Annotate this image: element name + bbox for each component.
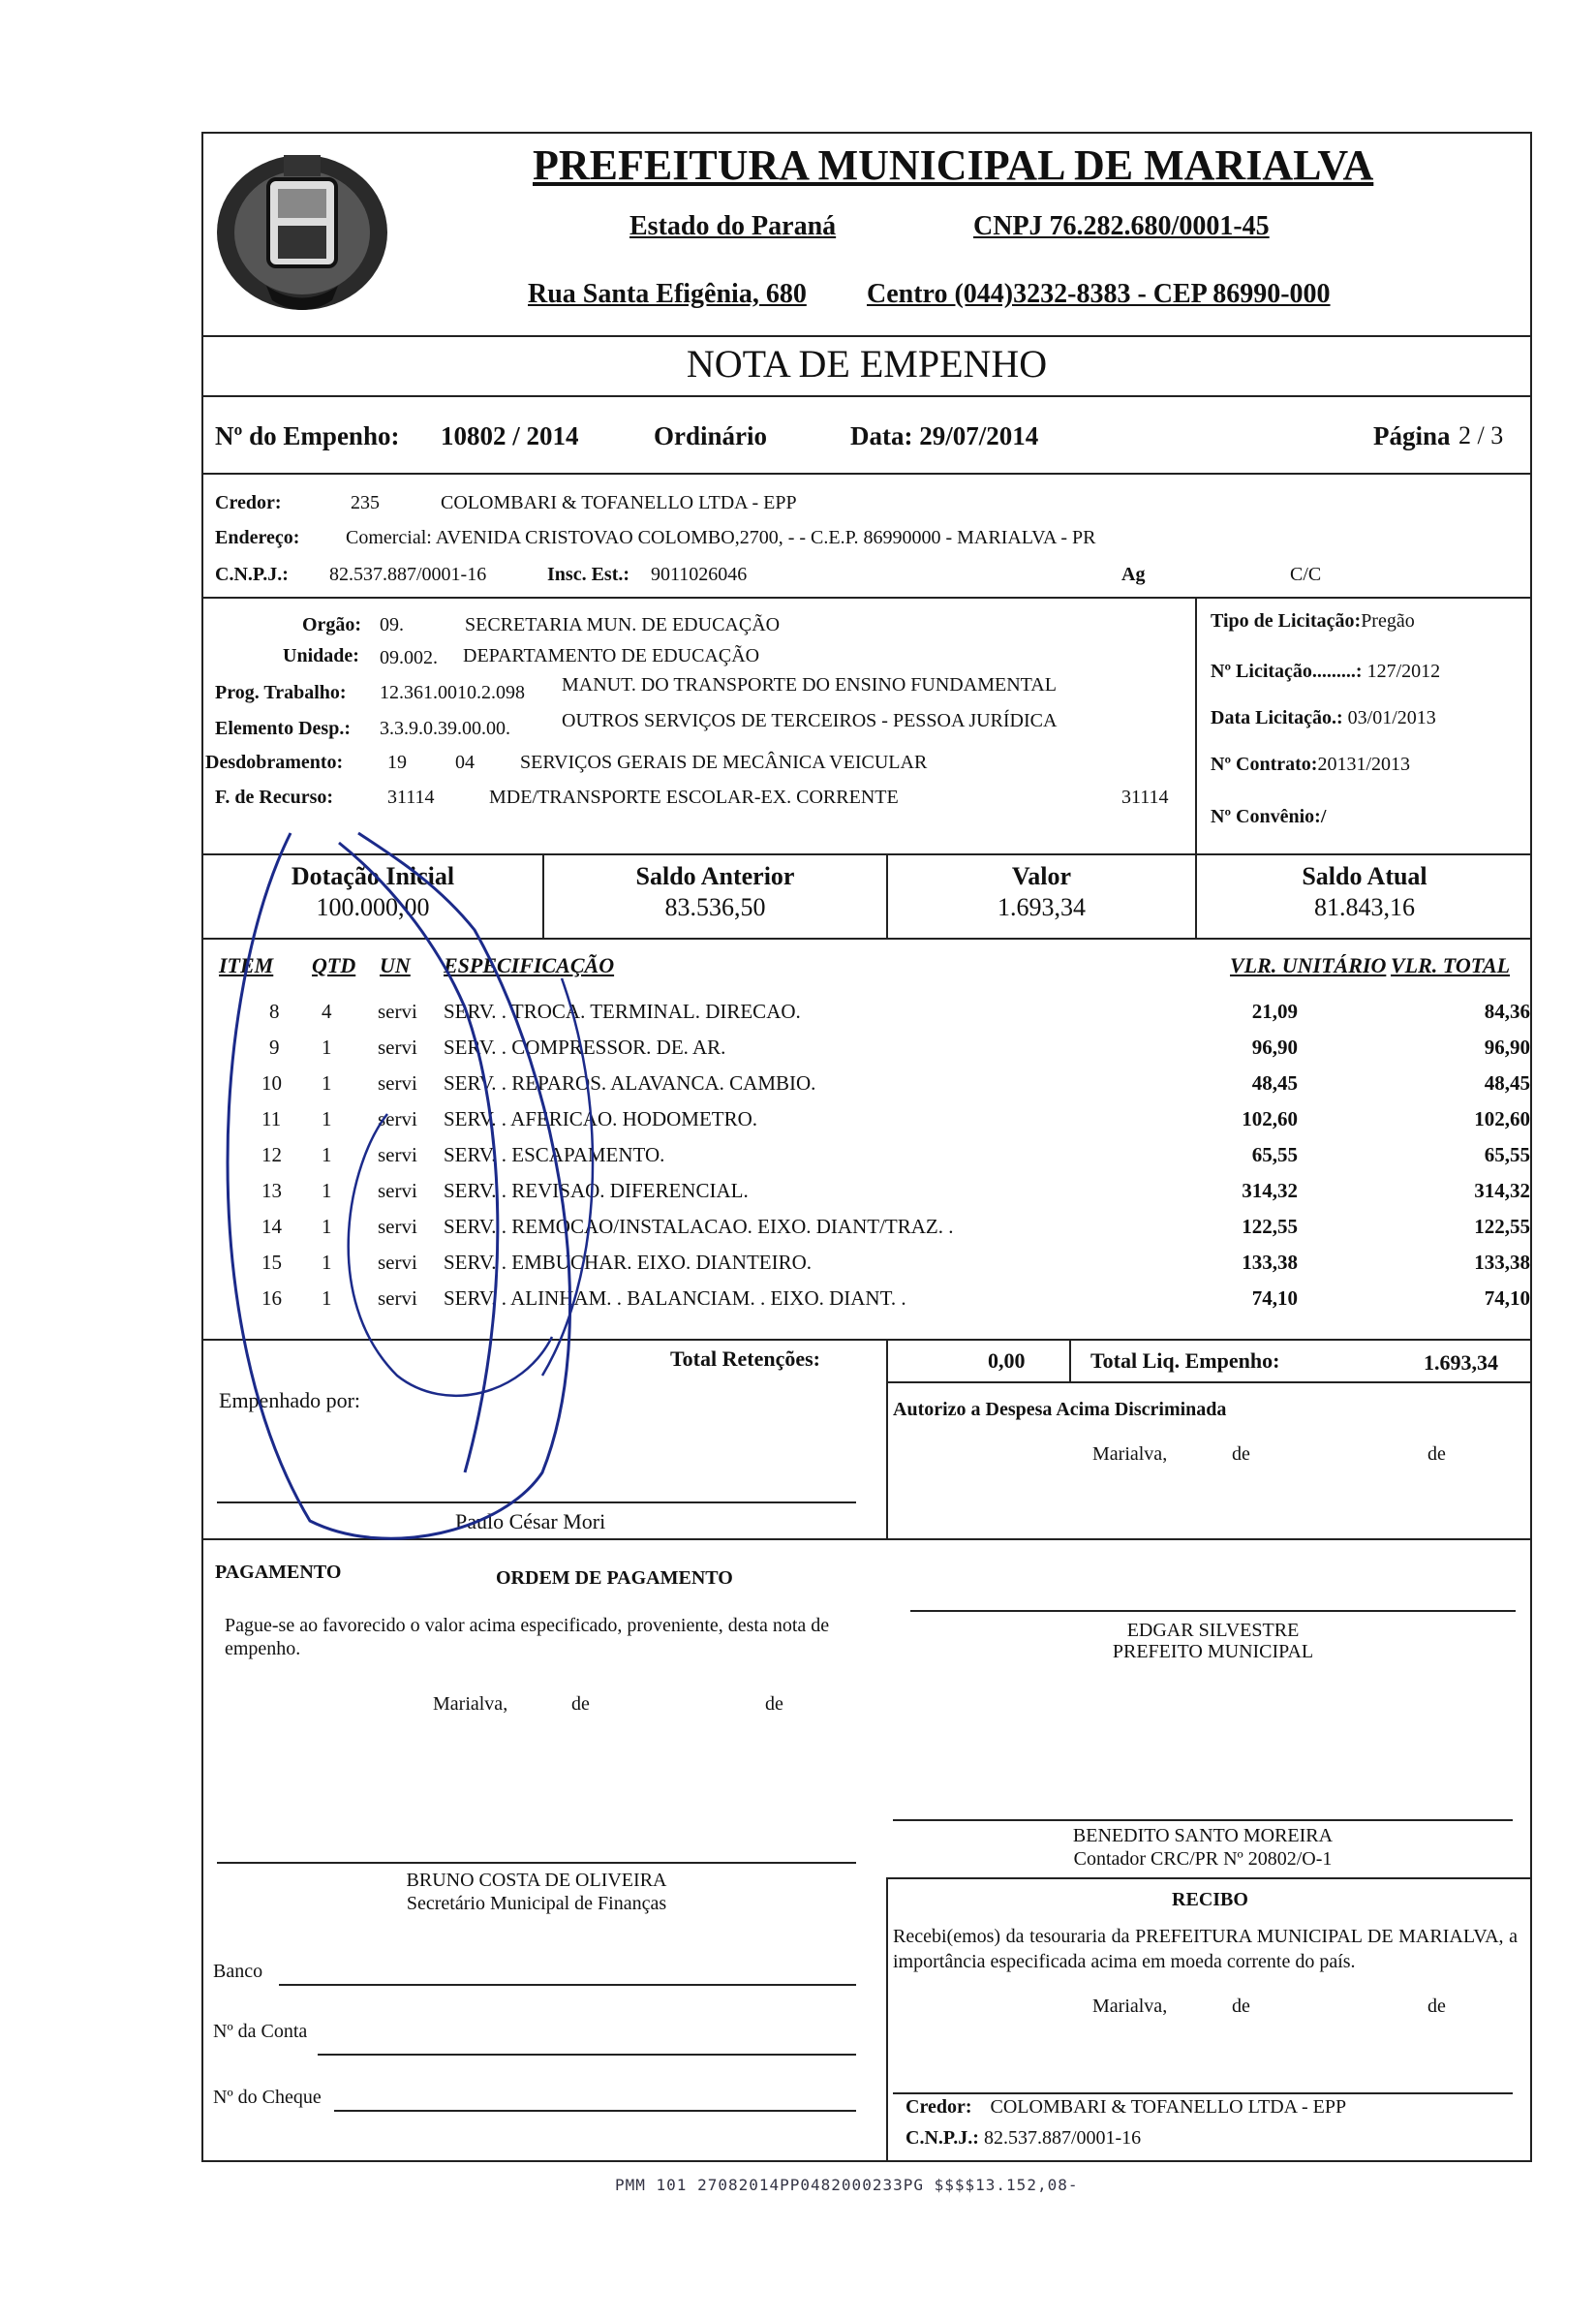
saldo-atual-value: 81.843,16	[1314, 893, 1415, 921]
valor-value: 1.693,34	[998, 893, 1086, 921]
col-item: ITEM	[219, 953, 274, 977]
item-un: servi	[378, 1286, 417, 1310]
item-qtd: 1	[322, 1036, 332, 1059]
recibo-de1: de	[1232, 1996, 1250, 2017]
item-spec: SERV. . ESCAPAMENTO.	[444, 1143, 665, 1166]
item-unit: 48,45	[1251, 1071, 1298, 1095]
address-label: Endereço:	[215, 527, 300, 548]
recurso-name: MDE/TRANSPORTE ESCOLAR-EX. CORRENTE	[489, 787, 899, 808]
item-unit: 96,90	[1251, 1036, 1298, 1059]
num-label: Nº Licitação.........:	[1211, 661, 1363, 682]
mayor-name: EDGAR SILVESTRE	[1126, 1620, 1300, 1641]
item-qtd: 1	[322, 1143, 332, 1166]
coat-of-arms-logo	[208, 140, 397, 334]
unidade-label: Unidade:	[283, 645, 359, 666]
recibo-cnpj-label: C.N.P.J.:	[905, 2127, 979, 2149]
item-total: 65,55	[1484, 1143, 1530, 1166]
liq-label: Total Liq. Empenho:	[1090, 1348, 1280, 1373]
empenho-type: Ordinário	[654, 421, 768, 450]
desdob-name: SERVIÇOS GERAIS DE MECÂNICA VEICULAR	[520, 752, 928, 773]
item-spec: SERV. . COMPRESSOR. DE. AR.	[444, 1036, 726, 1059]
pagamento-de1: de	[571, 1693, 590, 1715]
item-num: 11	[261, 1107, 282, 1130]
tipo-value: Pregão	[1361, 610, 1415, 632]
header-address: Rua Santa Efigênia, 680	[528, 279, 807, 309]
item-num: 16	[261, 1286, 282, 1310]
empenhado-label: Empenhado por:	[219, 1388, 361, 1412]
orgao-label: Orgão:	[302, 614, 362, 635]
col-unit: VLR. UNITÁRIO	[1230, 953, 1387, 977]
recurso-code: 31114	[387, 787, 435, 808]
dotacao-label: Dotação Inicial	[291, 862, 455, 890]
pagamento-text: Pague-se ao favorecido o valor acima especificado, proveniente, desta nota de empenho.	[225, 1615, 830, 1659]
item-spec: SERV. . REMOCAO/INSTALACAO. EIXO. DIANT/TRAZ. .	[444, 1215, 954, 1238]
item-un: servi	[378, 1179, 417, 1202]
item-un: servi	[378, 1000, 417, 1023]
item-num: 10	[261, 1071, 282, 1095]
contador-name: BENEDITO SANTO MOREIRA	[1072, 1825, 1334, 1846]
credor-code: 235	[351, 492, 380, 513]
secretary-name: BRUNO COSTA DE OLIVEIRA	[406, 1870, 667, 1891]
item-spec: SERV. . ALINHAM. . BALANCIAM. . EIXO. DIANT. .	[444, 1286, 906, 1310]
item-un: servi	[378, 1251, 417, 1274]
liq-value: 1.693,34	[1424, 1350, 1498, 1375]
col-total: VLR. TOTAL	[1391, 953, 1511, 977]
header-contact: Centro (044)3232-8383 - CEP 86990-000	[867, 279, 1331, 309]
item-num: 8	[269, 1000, 280, 1023]
prog-code: 12.361.0010.2.098	[380, 682, 525, 703]
unidade-name: DEPARTAMENTO DE EDUCAÇÃO	[463, 645, 760, 666]
item-unit: 102,60	[1242, 1107, 1298, 1130]
item-total: 102,60	[1474, 1107, 1530, 1130]
credor-cnpj: 82.537.887/0001-16	[329, 564, 487, 585]
pagamento-de2: de	[765, 1693, 783, 1715]
pagamento-place: Marialva,	[433, 1693, 508, 1715]
autorizo-label: Autorizo a Despesa Acima Discriminada	[893, 1399, 1227, 1420]
elemento-code: 3.3.9.0.39.00.00.	[380, 718, 510, 739]
recibo-credor	[905, 2096, 1346, 2119]
footer-code: PMM 101 27082014PP0482000233PG $$$$13.152,08-	[615, 2176, 1079, 2194]
empenho-label: Nº do Empenho:	[215, 421, 400, 450]
contrato-label: Nº Contrato:	[1211, 754, 1318, 775]
convenio-label: Nº Convênio:/	[1211, 806, 1327, 827]
autorizo-place: Marialva,	[1092, 1443, 1168, 1465]
empenho-date: Data: 29/07/2014	[850, 421, 1039, 450]
item-total: 133,38	[1474, 1251, 1530, 1274]
item-un: servi	[378, 1071, 417, 1095]
mayor-title: PREFEITO MUNICIPAL	[1112, 1641, 1314, 1662]
recibo-de2: de	[1427, 1996, 1446, 2017]
elemento-name: OUTROS SERVIÇOS DE TERCEIROS - PESSOA JURÍDICA	[562, 710, 1058, 731]
col-qtd: QTD	[312, 953, 356, 977]
recibo-label: RECIBO	[1172, 1889, 1248, 1910]
saldo-atual-label: Saldo Atual	[1302, 862, 1427, 890]
ordem-label: ORDEM DE PAGAMENTO	[496, 1567, 733, 1589]
data-label: Data Licitação.:	[1211, 707, 1343, 728]
saldo-anterior-value: 83.536,50	[664, 893, 766, 921]
recurso-code2: 31114	[1121, 787, 1169, 808]
orgao-name: SECRETARIA MUN. DE EDUCAÇÃO	[465, 614, 781, 635]
page-label: Página	[1373, 421, 1451, 450]
item-num: 9	[269, 1036, 280, 1059]
recibo-credor-label: Credor:	[905, 2096, 972, 2118]
recibo-place: Marialva,	[1092, 1996, 1168, 2017]
header-cnpj: CNPJ 76.282.680/0001-45	[973, 211, 1270, 241]
contador-title: Contador CRC/PR Nº 20802/O-1	[1073, 1848, 1333, 1870]
recibo-cnpj	[905, 2127, 1141, 2150]
prog-name: MANUT. DO TRANSPORTE DO ENSINO FUNDAMENTAL	[562, 674, 1057, 696]
autorizo-de2: de	[1427, 1443, 1446, 1465]
cheque-label: Nº do Cheque	[213, 2087, 322, 2108]
item-qtd: 1	[322, 1071, 332, 1095]
credor-label: Credor:	[215, 492, 282, 513]
col-spec: ESPECIFICAÇÃO	[444, 953, 615, 977]
item-unit: 65,55	[1251, 1143, 1298, 1166]
item-num: 15	[261, 1251, 282, 1274]
retencoes-label: Total Retenções:	[670, 1346, 820, 1371]
item-qtd: 1	[322, 1215, 332, 1238]
page-title: PREFEITURA MUNICIPAL DE MARIALVA	[533, 141, 1374, 189]
cnpj-label: C.N.P.J.:	[215, 564, 289, 585]
orgao-code: 09.	[380, 614, 404, 635]
item-qtd: 1	[322, 1286, 332, 1310]
ag-label: Ag	[1121, 564, 1146, 585]
elemento-label: Elemento Desp.:	[215, 718, 351, 739]
item-un: servi	[378, 1215, 417, 1238]
item-un: servi	[378, 1036, 417, 1059]
item-total: 122,55	[1474, 1215, 1530, 1238]
credor-insc: 9011026046	[651, 564, 748, 585]
contrato-value: 20131/2013	[1317, 754, 1411, 775]
item-total: 84,36	[1484, 1000, 1530, 1023]
item-unit: 122,55	[1242, 1215, 1298, 1238]
item-unit: 314,32	[1242, 1179, 1298, 1202]
autorizo-de1: de	[1232, 1443, 1250, 1465]
item-total: 74,10	[1484, 1286, 1530, 1310]
unidade-code: 09.002.	[380, 647, 438, 668]
retencoes-value: 0,00	[988, 1348, 1026, 1373]
item-qtd: 1	[322, 1107, 332, 1130]
tipo-label: Tipo de Licitação:	[1211, 610, 1362, 632]
conta-label: Nº da Conta	[213, 2021, 308, 2042]
pagamento-label: PAGAMENTO	[215, 1562, 342, 1583]
credor-name: COLOMBARI & TOFANELLO LTDA - EPP	[441, 492, 797, 513]
item-unit: 21,09	[1251, 1000, 1298, 1023]
num-value: 127/2012	[1366, 661, 1441, 682]
item-spec: SERV. . TROCA. TERMINAL. DIRECAO.	[444, 1000, 801, 1023]
item-total: 48,45	[1484, 1071, 1530, 1095]
recibo-text: Recebi(emos) da tesouraria da PREFEITURA MUNICIPAL DE MARIALVA, a importância especificada acima em moeda corrente do país.	[893, 1926, 1518, 1972]
item-unit: 74,10	[1251, 1286, 1298, 1310]
item-qtd: 1	[322, 1179, 332, 1202]
item-total: 96,90	[1484, 1036, 1530, 1059]
item-num: 14	[261, 1215, 282, 1238]
page-number: 2 / 3	[1458, 421, 1504, 449]
dotacao-value: 100.000,00	[316, 893, 430, 921]
header-state: Estado do Paraná	[629, 211, 837, 241]
item-total: 314,32	[1474, 1179, 1530, 1202]
cc-label: C/C	[1290, 564, 1322, 585]
item-qtd: 1	[322, 1251, 332, 1274]
item-un: servi	[378, 1107, 417, 1130]
secretary-title: Secretário Municipal de Finanças	[406, 1893, 667, 1914]
item-num: 12	[261, 1143, 282, 1166]
handwritten-signature	[194, 794, 872, 1550]
item-spec: SERV. . AFERICAO. HODOMETRO.	[444, 1107, 758, 1130]
item-unit: 133,38	[1242, 1251, 1298, 1274]
empenhado-signer: Paulo César Mori	[455, 1509, 606, 1533]
item-num: 13	[261, 1179, 282, 1202]
licitacao-tipo	[1211, 610, 1415, 633]
data-value: 03/01/2013	[1347, 707, 1436, 728]
desdob-label: Desdobramento:	[205, 752, 344, 773]
item-spec: SERV. . EMBUCHAR. EIXO. DIANTEIRO.	[444, 1251, 813, 1274]
banco-label: Banco	[213, 1961, 263, 1982]
item-spec: SERV. . REPAROS. ALAVANCA. CAMBIO.	[444, 1071, 816, 1095]
valor-label: Valor	[1011, 862, 1072, 890]
desdob-code1: 19	[387, 752, 407, 773]
recibo-cnpj-value: 82.537.887/0001-16	[983, 2127, 1142, 2149]
item-un: servi	[378, 1143, 417, 1166]
licitacao-data	[1211, 707, 1436, 729]
doc-title: NOTA DE EMPENHO	[686, 342, 1048, 386]
recurso-label: F. de Recurso:	[215, 787, 334, 808]
prog-label: Prog. Trabalho:	[215, 682, 347, 703]
desdob-code2: 04	[455, 752, 475, 773]
item-qtd: 4	[322, 1000, 332, 1023]
licitacao-contrato	[1211, 754, 1410, 776]
recibo-credor-name: COLOMBARI & TOFANELLO LTDA - EPP	[990, 2096, 1347, 2118]
empenho-number: 10802 / 2014	[441, 421, 579, 450]
col-un: UN	[380, 953, 411, 977]
item-spec: SERV. . REVISAO. DIFERENCIAL.	[444, 1179, 749, 1202]
saldo-anterior-label: Saldo Anterior	[635, 862, 795, 890]
credor-address: Comercial: AVENIDA CRISTOVAO COLOMBO,2700, - - C.E.P. 86990000 - MARIALVA - PR	[346, 527, 1096, 548]
licitacao-num	[1211, 661, 1440, 683]
insc-label: Insc. Est.:	[547, 564, 630, 585]
